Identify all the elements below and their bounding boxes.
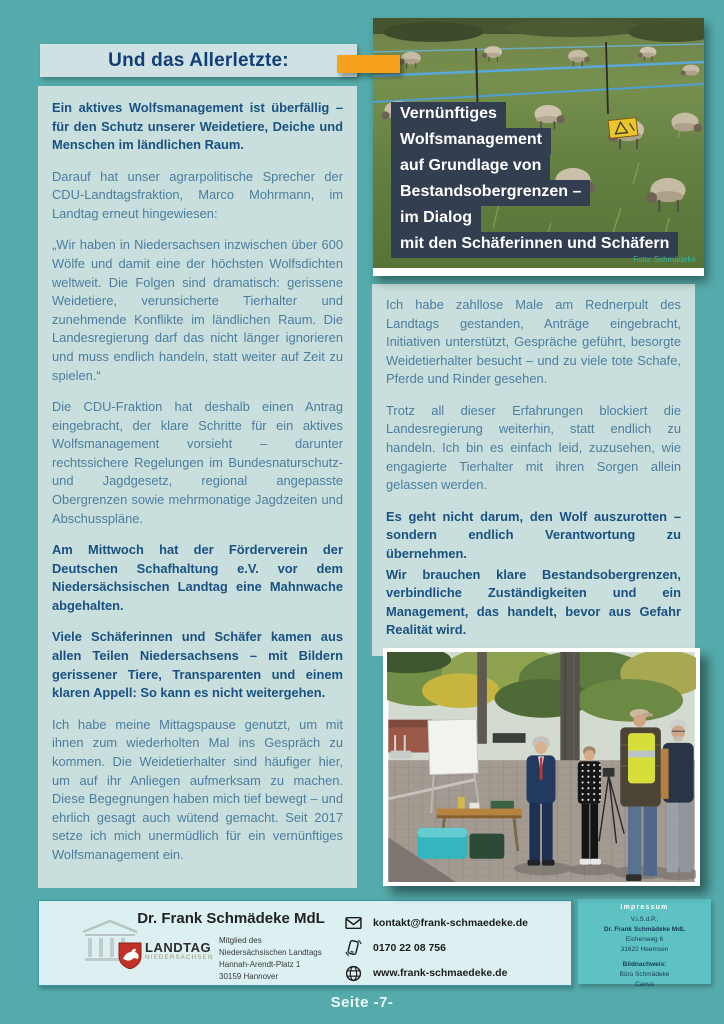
website-row [345, 962, 528, 984]
street-conversation-illustration [387, 652, 696, 882]
paragraph: Darauf hat unser agrarpolitische Sprecher der CDU-Landtagsfraktion, Marco Mohrmann, im Landtag erneut hingewiesen: [52, 168, 343, 221]
paragraph: Die CDU-Fraktion hat deshalb einen Antrag eingebracht, der klare Schritte für ein aktives Wolfsmanagement vorsieht – darunter rechtssichere Regelungen im Bundesnaturschutz- und Jagdgesetz, regional angepasste Obergrenzen sowie mehrmonatige Jagdzeiten und Abschusspläne. [52, 399, 343, 526]
orange-accent-bar [337, 55, 400, 73]
page-number: Seite -7- [330, 994, 394, 1011]
niedersachsen-shield-icon [119, 943, 141, 969]
email-row [345, 912, 528, 934]
green-bag [470, 834, 505, 859]
address-block [219, 935, 322, 983]
overlay-line: Bestandsobergrenzen – [391, 180, 590, 206]
right-text-panel [372, 284, 695, 656]
quote-paragraph: „Wir haben in Niedersachsen inzwischen über 600 Wölfe und damit eine der höchsten Wolfsdichten weltweit. Die Folgen sind dramatisch: gerissene Weidetiere, verunsicherte Tierhalter und zunehmende Konflikte im ländlichen Raum. Die Landesregierung darf das nicht länger ignorieren und muss endlich handeln, statt weiter auf Zeit zu spielen.“ [52, 237, 343, 383]
email-text: kontakt@frank-schmaedeke.de [373, 917, 528, 929]
contact-block [345, 912, 528, 987]
phone-text: 0170 22 08 756 [373, 942, 446, 954]
street-conversation-photo [383, 648, 700, 886]
landtag-label: LANDTAG [145, 940, 212, 955]
address-line: Niedersächsischen Landtags [219, 948, 322, 957]
address-line: Mitglied des [219, 936, 262, 945]
impressum-box [578, 899, 711, 989]
paragraph: Ich habe meine Mittagspause genutzt, um mit ihnen zum wiederholten Mal ins Gespräch zu kommen. Die Weidetierhalter sind häufiger hier, um auf ihr Anliegen aufmerksam zu machen. Diese Begegnungen haben mich tief bewegt – und ehrlich gesagt auch wütend gemacht. Seit 2017 setze ich mich unermüdlich für ein vernünftiges Wolfsmanagement ein. [52, 716, 343, 862]
overlay-line: Wolfsmanagement [391, 128, 551, 154]
credit-line: Büro Schmädeke [619, 971, 670, 979]
address-line: Hannah-Arendt-Platz 1 [219, 960, 301, 969]
footer-contact-box [38, 900, 572, 986]
impressum-street: Eichenweg 6 [625, 936, 664, 944]
overlay-line: Vernünftiges [391, 102, 506, 128]
section-header [40, 44, 357, 77]
landtag-building-icon [77, 917, 143, 969]
author-name: Dr. Frank Schmädeke MdL [137, 910, 325, 927]
paragraph: Ich habe zahllose Male am Rednerpult des Landtags gestanden, Anträge eingebracht, Initiativen unterstützt, Gespräche geführt, besorgte Weidetierhalter besucht – und zu viele tote Schafe, Pferde und Rinder gesehen. [386, 297, 681, 387]
photo-credit: Foto: Schmädeke [633, 255, 696, 264]
impressum-city: 31622 Heemsen [620, 946, 669, 954]
credit-line: Canva [635, 981, 654, 989]
globe-icon [345, 965, 362, 982]
overlay-line: im Dialog [391, 206, 481, 232]
impressum-name: Dr. Frank Schmädeke MdL [603, 926, 686, 934]
address-line: 30159 Hannover [219, 972, 279, 981]
paragraph: Am Mittwoch hat der Förderverein der Deutschen Schafhaltung e.V. vor dem Niedersächsischen Landtag eine Mahnwache abgehalten. [52, 542, 343, 613]
overlay-line: auf Grundlage von [391, 154, 550, 180]
credits-label: Bildnachweis: [622, 961, 667, 969]
impressum-heading: Impressum [620, 904, 669, 911]
website-text: www.frank-schmaedeke.de [373, 967, 508, 979]
left-text-panel [38, 86, 357, 888]
overlay-line: mit den Schäferinnen und Schäfern [391, 232, 678, 258]
photo-headline-overlay [391, 102, 678, 258]
niedersachsen-label: NIEDERSACHSEN [145, 955, 214, 962]
sheep-pasture-photo [373, 18, 704, 276]
page-title: Und das Allerletzte: [108, 49, 289, 71]
paragraph: Trotz all dieser Erfahrungen blockiert die Landesregierung weiterhin, statt endlich zu handeln. Ich bin es einfach leid, zuzusehen, wie engagierte Tierhalter mit ihren Sorgen allein gelassen werden. [386, 402, 681, 493]
visdp-label: V.i.S.d.P.: [630, 916, 659, 923]
paragraph: Ein aktives Wolfsmanagement ist überfällig – für den Schutz unserer Weidetiere, Deiche und Menschen im ländlichen Raum. [52, 100, 343, 153]
mobile-phone-icon [345, 939, 362, 957]
envelope-icon [345, 916, 362, 930]
paragraph: Es geht nicht darum, den Wolf auszurotten – sondern endlich Verantwortung zu übernehmen. [386, 508, 681, 561]
landtag-wordmark [145, 941, 214, 962]
paragraph: Wir brauchen klare Bestandsobergrenzen, verbindliche Zuständigkeiten und ein Management, das handelt, bevor aus Gefahr Realität wird. [386, 566, 681, 638]
paragraph: Viele Schäferinnen und Schäfer kamen aus allen Teilen Niedersachsens – mit Bildern gerissener Tiere, Transparenten und einem klaren Appell: So kann es nicht weitergehen. [52, 629, 343, 701]
phone-row [345, 937, 528, 959]
